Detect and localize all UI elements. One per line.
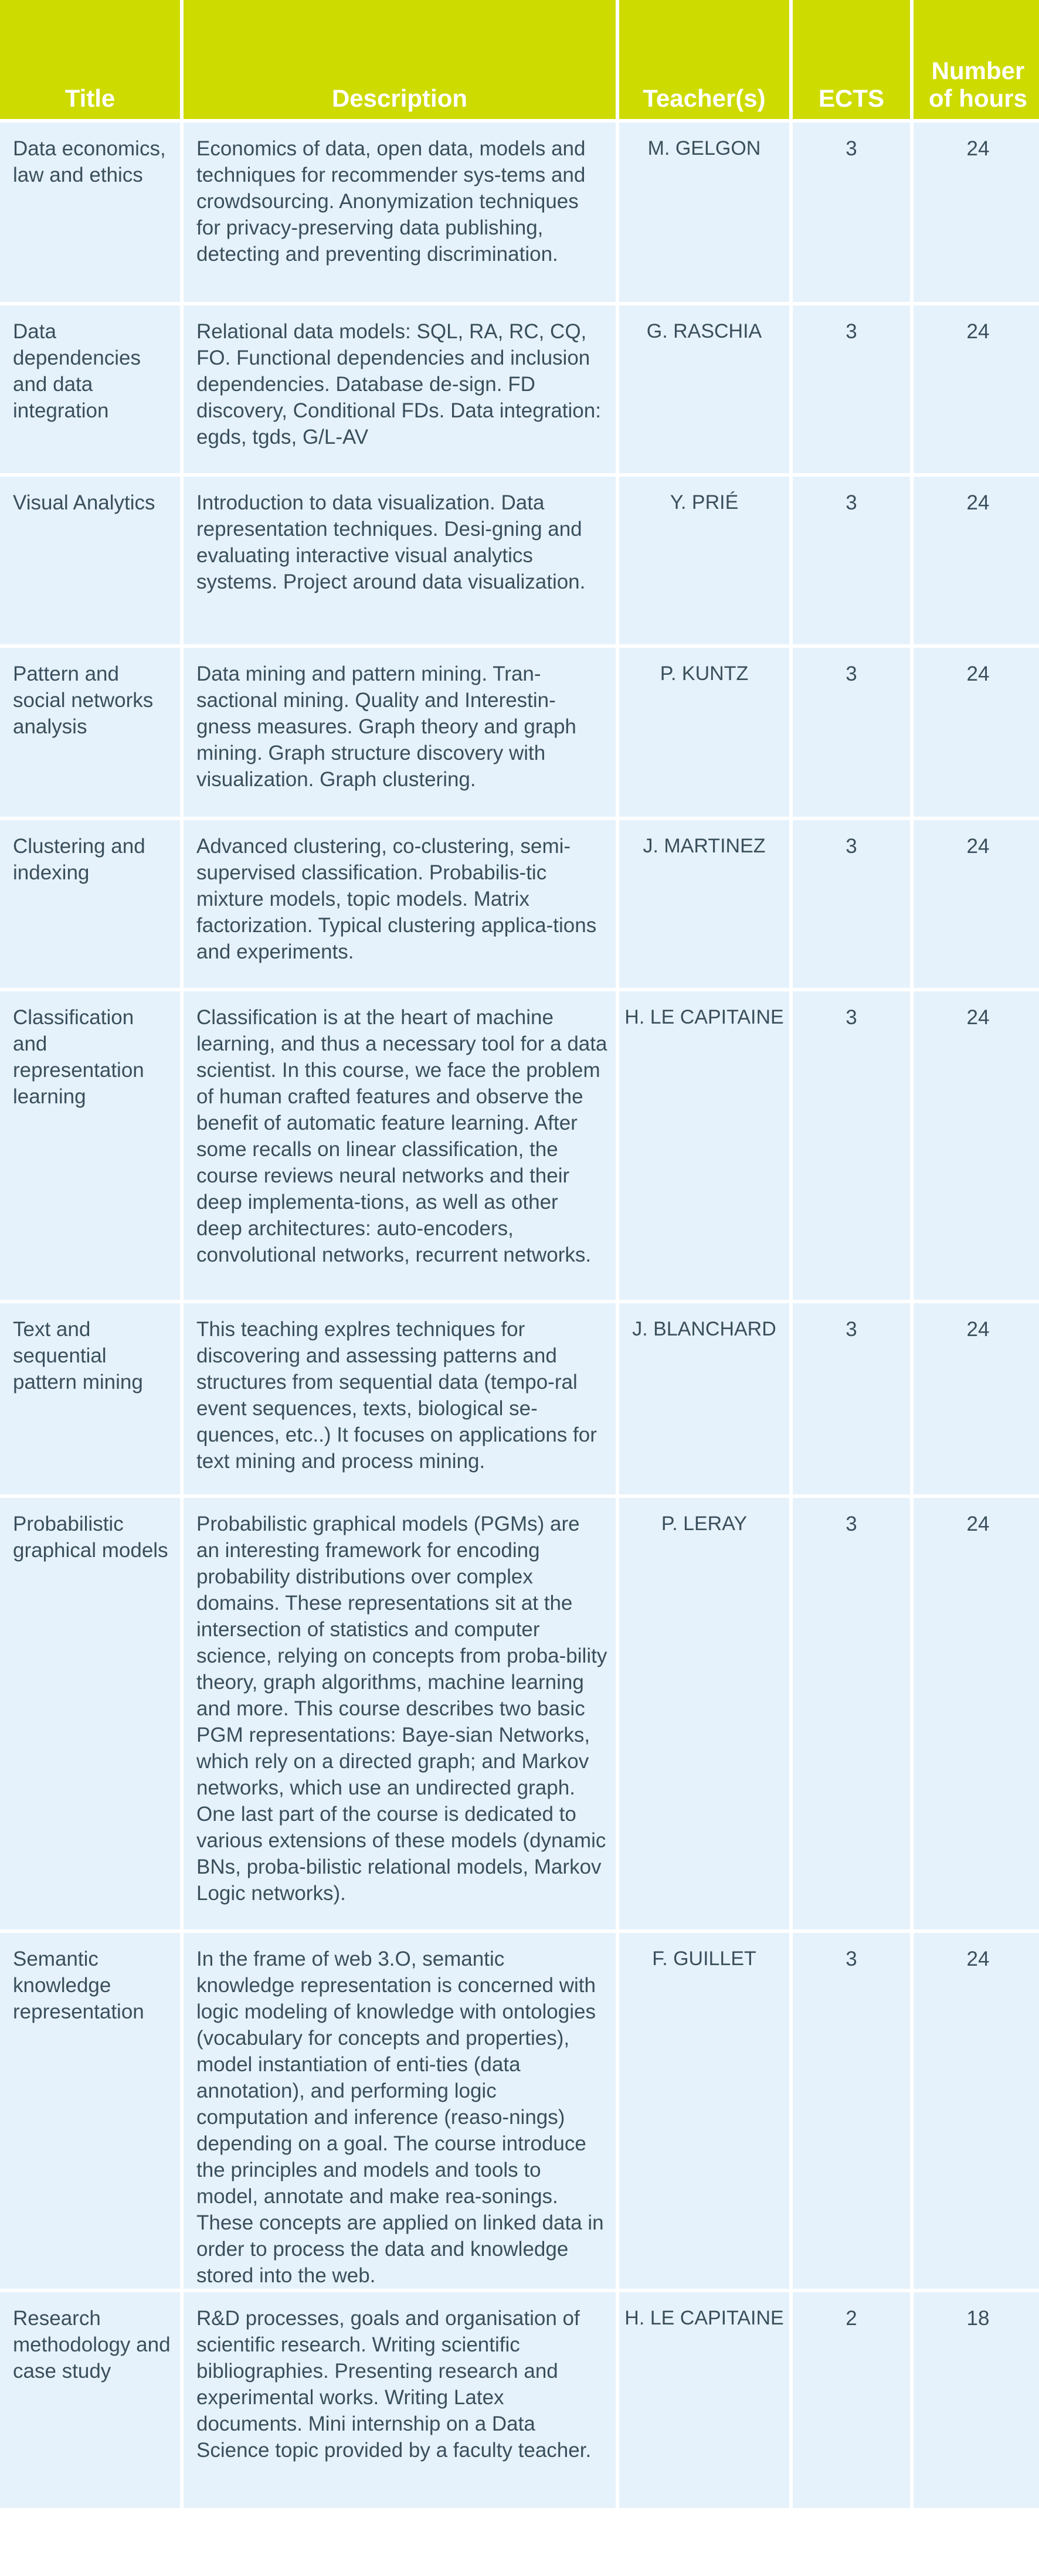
course-hours: 24: [914, 477, 1039, 644]
course-ects: 3: [793, 991, 910, 1300]
course-hours: 24: [914, 305, 1039, 473]
course-description: Classification is at the heart of machine learning, and thus a necessary tool for a data scientist. In this course, we face the problem of human crafted features and observe the benefit of automatic feature learning. After some recalls on linear classification, the course reviews neural networks and their deep implementa-tions, as well as other deep architectures: auto-encoders, convolutional networks, recurrent networks.: [184, 991, 616, 1300]
table-row: [0, 1303, 1039, 1494]
course-description: Probabilistic graphical models (PGMs) are an interesting framework for encoding probability distributions over complex domains. These representations sit at the intersection of statistics and computer science, relying on concepts from proba-bility theory, graph algorithms, machine learning and more. This course describes two basic PGM representations: Baye-sian Networks, which rely on a directed graph; and Markov networks, which use an undirected graph. One last part of the course is dedicated to various extensions of these models (dynamic BNs, proba-bilistic relational models, Markov Logic networks).: [184, 1498, 616, 1929]
course-ects: 2: [793, 2292, 910, 2508]
course-title: Pattern and social networks analysis: [0, 648, 180, 817]
course-description: Relational data models: SQL, RA, RC, CQ, FO. Functional dependencies and inclusion dependencies. Database de-sign. FD discovery, Conditional FDs. Data integration: egds, tgds, G/L-AV: [184, 305, 616, 473]
header-title: Title: [0, 0, 180, 119]
course-teacher: G. RASCHIA: [619, 305, 789, 473]
header-hours-line2: of hours: [929, 84, 1027, 112]
table-row: [0, 1498, 1039, 1929]
header-ects: ECTS: [793, 0, 910, 119]
course-hours: 24: [914, 648, 1039, 817]
course-title: Data dependencies and data integration: [0, 305, 180, 473]
course-description: Data mining and pattern mining. Tran-sactional mining. Quality and Interestin-gness measures. Graph theory and graph mining. Graph structure discovery with visualization. Graph clustering.: [184, 648, 616, 817]
course-ects: 3: [793, 477, 910, 644]
course-hours: 24: [914, 991, 1039, 1300]
course-ects: 3: [793, 648, 910, 817]
table-row: [0, 820, 1039, 988]
course-teacher: F. GUILLET: [619, 1933, 789, 2289]
header-description: Description: [184, 0, 616, 119]
table-row: [0, 991, 1039, 1300]
course-title: Text and sequential pattern mining: [0, 1303, 180, 1494]
table-row: [0, 477, 1039, 644]
course-teacher: H. LE CAPITAINE: [619, 991, 789, 1300]
course-title: Classification and representation learning: [0, 991, 180, 1300]
course-teacher: Y. PRIÉ: [619, 477, 789, 644]
header-row: [0, 0, 1039, 119]
course-hours: 24: [914, 1933, 1039, 2289]
table-row: [0, 123, 1039, 302]
course-description: This teaching explres techniques for discovering and assessing patterns and structures from sequential data (tempo-ral event sequences, texts, biological se-quences, etc..) It focuses on applications for text mining and process mining.: [184, 1303, 616, 1494]
course-title: Visual Analytics: [0, 477, 180, 644]
course-ects: 3: [793, 1498, 910, 1929]
course-teacher: P. LERAY: [619, 1498, 789, 1929]
course-ects: 3: [793, 1933, 910, 2289]
course-hours: 24: [914, 1498, 1039, 1929]
course-description: Advanced clustering, co-clustering, semi-supervised classification. Probabilis-tic mixture models, topic models. Matrix factorization. Typical clustering applica-tions and experiments.: [184, 820, 616, 988]
course-hours: 24: [914, 1303, 1039, 1494]
course-teacher: J. BLANCHARD: [619, 1303, 789, 1494]
course-ects: 3: [793, 820, 910, 988]
course-description: R&D processes, goals and organisation of scientific research. Writing scientific bibliographies. Presenting research and experimental works. Writing Latex documents. Mini internship on a Data Science topic provided by a faculty teacher.: [184, 2292, 616, 2508]
course-ects: 3: [793, 305, 910, 473]
header-hours-line1: Number: [931, 56, 1025, 84]
course-title: Clustering and indexing: [0, 820, 180, 988]
course-hours: 24: [914, 820, 1039, 988]
course-teacher: J. MARTINEZ: [619, 820, 789, 988]
course-title: Research methodology and case study: [0, 2292, 180, 2508]
course-hours: 24: [914, 123, 1039, 302]
course-title: Semantic knowledge representation: [0, 1933, 180, 2289]
course-title: Data economics, law and ethics: [0, 123, 180, 302]
course-description: In the frame of web 3.O, semantic knowledge representation is concerned with logic modeling of knowledge with ontologies (vocabulary for concepts and properties), model instantiation of enti-ties (data annotation), and performing logic computation and inference (reaso-nings) depending on a goal. The course introduce the principles and models and tools to model, annotate and make rea-sonings. These concepts are applied on linked data in order to process the data and knowledge stored into the web.: [184, 1933, 616, 2289]
course-description: Introduction to data visualization. Data representation techniques. Desi-gning and evaluating interactive visual analytics systems. Project around data visualization.: [184, 477, 616, 644]
header-teachers: Teacher(s): [619, 0, 789, 119]
course-teacher: P. KUNTZ: [619, 648, 789, 817]
table-row: [0, 1933, 1039, 2289]
course-hours: 18: [914, 2292, 1039, 2508]
course-teacher: M. GELGON: [619, 123, 789, 302]
table-row: [0, 305, 1039, 473]
course-description: Economics of data, open data, models and techniques for recommender sys-tems and crowdsourcing. Anonymization techniques for privacy-preserving data publishing, detecting and preventing discrimination.: [184, 123, 616, 302]
course-teacher: H. LE CAPITAINE: [619, 2292, 789, 2508]
course-ects: 3: [793, 123, 910, 302]
table-row: [0, 648, 1039, 817]
course-ects: 3: [793, 1303, 910, 1494]
course-title: Probabilistic graphical models: [0, 1498, 180, 1929]
header-hours: [914, 0, 1039, 119]
table-row: [0, 2292, 1039, 2508]
